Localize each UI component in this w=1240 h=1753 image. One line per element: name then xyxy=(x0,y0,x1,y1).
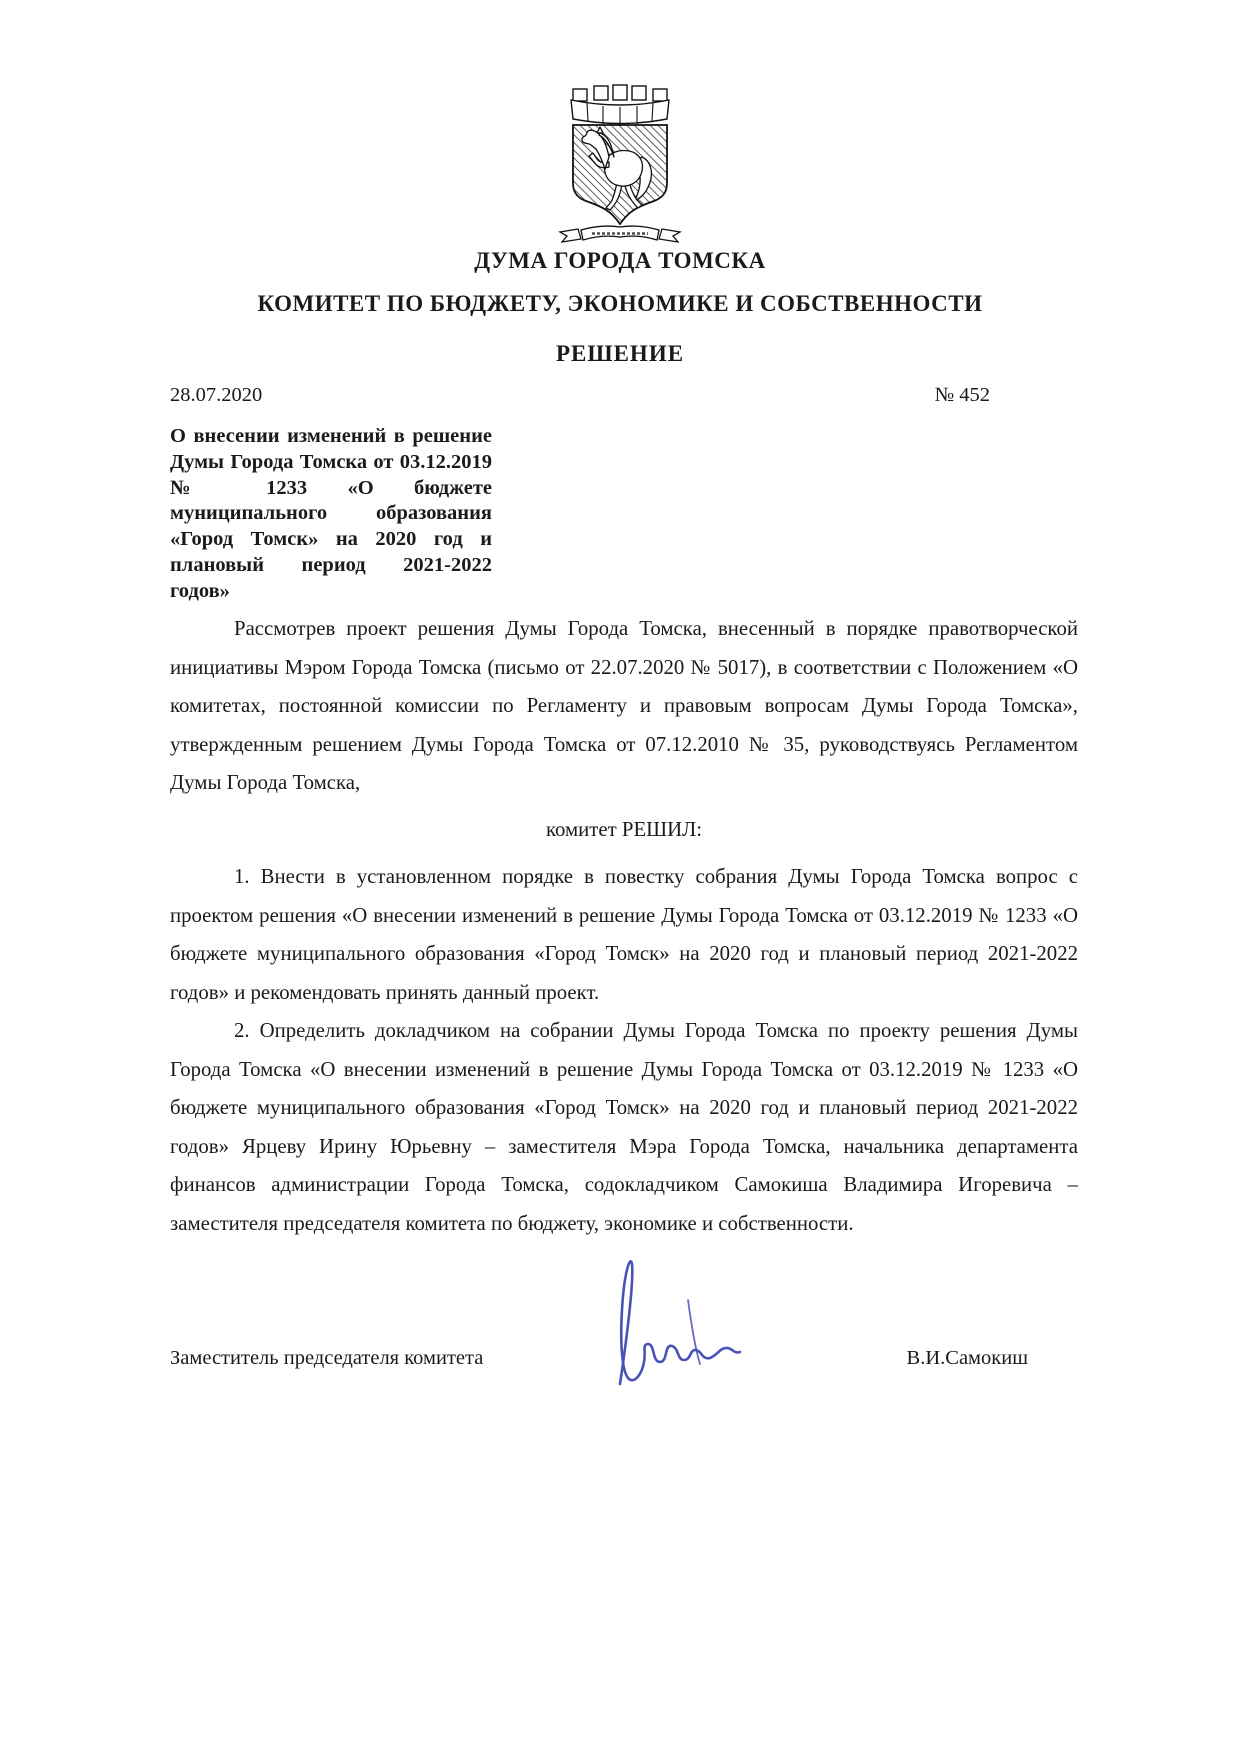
document-type-title: РЕШЕНИЕ xyxy=(555,341,685,366)
resolution-item-1: 1. Внести в установленном порядке в повестку собрания Думы Города Томска вопрос с проектом решения «О внесении изменений в решение Думы Города Томска от 03.12.2019 № 1233 «О бюджете муниципального образования «Город Томск» на 2020 год и плановый период 2021-2022 годов» и рекомендовать принять данный проект. xyxy=(170,865,1078,1004)
document-number: № 452 xyxy=(934,384,990,406)
organization-title: ДУМА ГОРОДА ТОМСКА xyxy=(474,248,766,273)
signatory-name: В.И.Самокиш xyxy=(906,1347,1028,1369)
resolution-lead: комитет РЕШИЛ: xyxy=(545,817,703,841)
document-body xyxy=(170,610,1078,1243)
tomsk-coat-of-arms-icon xyxy=(545,83,695,250)
motto-ribbon-icon xyxy=(560,226,680,242)
committee-title: КОМИТЕТ ПО БЮДЖЕТУ, ЭКОНОМИКЕ И СОБСТВЕННОСТИ xyxy=(257,291,983,316)
signature-scribble xyxy=(592,1252,757,1402)
document-subject: О внесении изменений в решение Думы Города Томска от 03.12.2019 № 1233 «О бюджете муниципального образования «Город Томск» на 2020 год и плановый период 2021-2022 годов» xyxy=(170,425,492,602)
document-date: 28.07.2020 xyxy=(170,384,263,406)
meta-row xyxy=(170,384,1078,407)
preamble-paragraph: Рассмотрев проект решения Думы Города Томска, внесенный в порядке правотворческой инициативы Мэром Города Томска (письмо от 22.07.2020 № 5017), в соответствии с Положением «О комитетах, постоянной комиссии по Регламенту и правовым вопросам Думы Города Томска», утвержденным решением Думы Города Томска от 07.12.2010 № 35, руководствуясь Регламентом Думы Города Томска, xyxy=(170,617,1078,794)
signatory-position: Заместитель председателя комитета xyxy=(170,1347,484,1369)
mural-crown-icon xyxy=(571,85,669,125)
resolution-item-2: 2. Определить докладчиком на собрании Думы Города Томска по проекту решения Думы Города Томска «О внесении изменений в решение Думы Города Томска от 03.12.2019 № 1233 «О бюджете муниципального образования «Город Томск» на 2020 год и плановый период 2021-2022 годов» Ярцеву Ирину Юрьевну – заместителя Мэра Города Томска, начальника департамента финансов администрации Города Томска, содокладчиком Самокиша Владимира Игоревича – заместителя председателя комитета по бюджету, экономике и собственности. xyxy=(170,1019,1078,1235)
